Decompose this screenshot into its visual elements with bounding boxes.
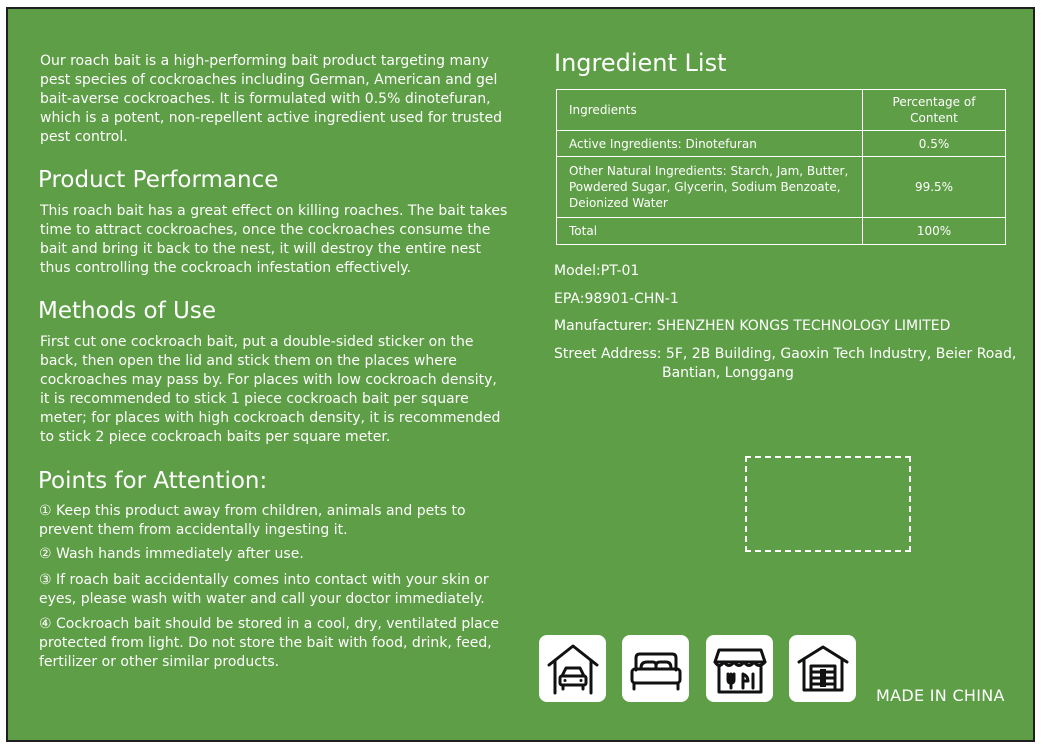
epa-number: EPA:98901-CHN-1 — [554, 291, 679, 307]
attention-item-3: ③ If roach bait accidentally comes into contact with your skin or eyes, please wash with water and call your doctor immediately. — [39, 572, 489, 607]
table-cell: 100% — [863, 218, 1006, 245]
table-row — [557, 157, 1006, 218]
table-row — [557, 131, 1006, 157]
table-header-cell: Percentage of Content — [863, 90, 1006, 131]
label-panel — [6, 7, 1035, 742]
attention-item-2: ② Wash hands immediately after use. — [39, 546, 304, 562]
table-header-cell: Ingredients — [557, 90, 863, 131]
made-in-label: MADE IN CHINA — [876, 686, 1005, 705]
street-address — [554, 345, 1016, 383]
intro-paragraph: Our roach bait is a high-performing bait product targeting many pest species of cockroaches including German, American and gel bait-averse cockroaches. It is formulated with 0.5% dinotefuran, which is a potent, non-repellent active ingredient used for trusted pest control. — [40, 53, 502, 145]
table-header-row — [557, 90, 1006, 131]
kitchen-shop-icon — [706, 635, 773, 702]
performance-paragraph: This roach bait has a great effect on killing roaches. The bait takes time to attract cockroaches, once the cockroaches consume the bait and bring it back to the nest, it will destroy the entire nest thus controlling the cockroach infestation effectively. — [40, 203, 508, 276]
table-cell: 99.5% — [863, 157, 1006, 218]
table-cell: 0.5% — [863, 131, 1006, 157]
table-row — [557, 218, 1006, 245]
attention-heading: Points for Attention: — [38, 468, 268, 494]
storage-warehouse-icon — [789, 635, 856, 702]
methods-heading: Methods of Use — [38, 298, 217, 324]
attention-item-4: ④ Cockroach bait should be stored in a cool, dry, ventilated place protected from light. Do not store the bait with food, drink, feed, fertilizer or other similar products. — [39, 616, 499, 670]
street-address-line-2: Bantian, Longgang — [662, 365, 794, 381]
stamp-placeholder-box — [745, 456, 911, 552]
ingredient-table — [556, 89, 1006, 245]
ingredient-heading: Ingredient List — [554, 49, 727, 77]
table-cell: Total — [557, 218, 863, 245]
attention-item-1: ① Keep this product away from children, animals and pets to prevent them from accidentally ingesting it. — [39, 503, 466, 538]
performance-heading: Product Performance — [38, 167, 279, 193]
manufacturer: Manufacturer: SHENZHEN KONGS TECHNOLOGY LIMITED — [554, 318, 951, 334]
table-cell: Other Natural Ingredients: Starch, Jam, Butter, Powdered Sugar, Glycerin, Sodium Benzoate, Deionized Water — [557, 157, 863, 218]
table-cell: Active Ingredients: Dinotefuran — [557, 131, 863, 157]
garage-car-icon — [539, 635, 606, 702]
street-address-line-1: Street Address: 5F, 2B Building, Gaoxin Tech Industry, Beier Road, — [554, 346, 1017, 362]
methods-paragraph: First cut one cockroach bait, put a double-sided sticker on the back, then open the lid and stick them on the places where cockroaches may pass by. For places with low cockroach density, it is recommended to stick 1 piece cockroach bait per square meter; for places with high cockroach density, it is recommended to stick 2 piece cockroach baits per square meter. — [40, 334, 501, 445]
bed-icon — [622, 635, 689, 702]
model-number: Model:PT-01 — [554, 263, 640, 279]
